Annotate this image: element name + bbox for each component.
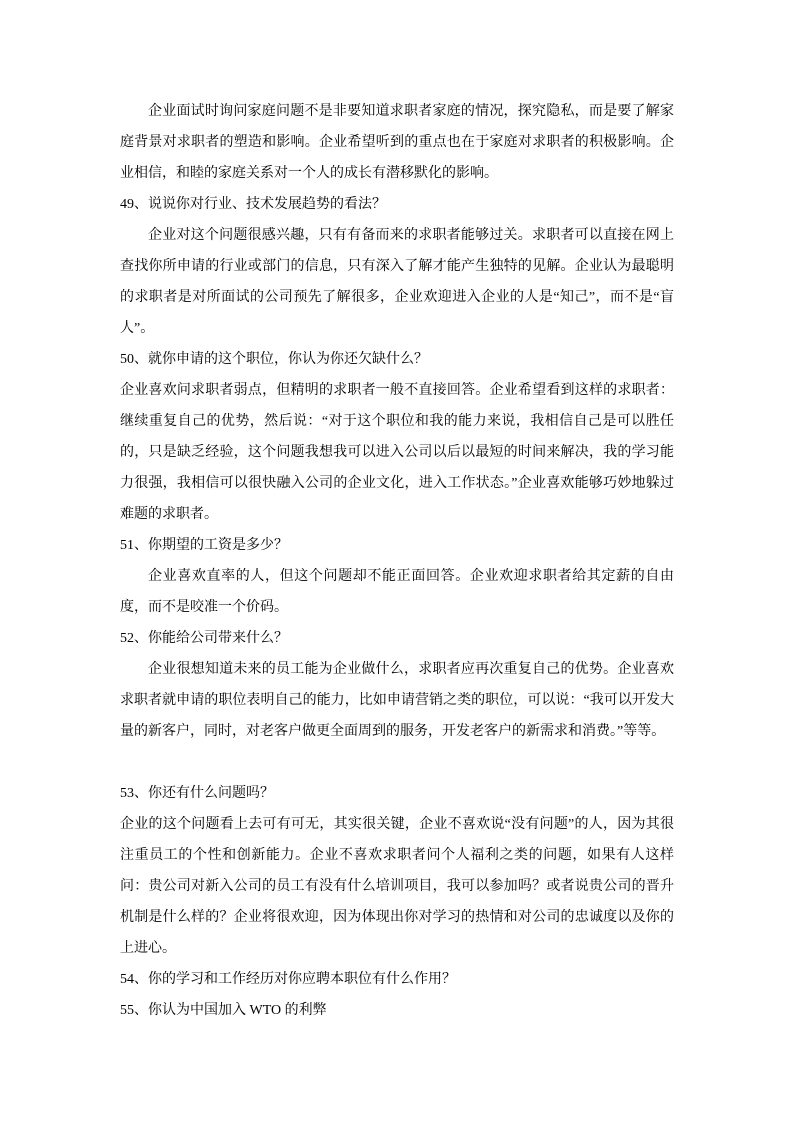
question-paragraph: 52、你能给公司带来什么？ — [120, 631, 288, 646]
blank-line — [120, 747, 674, 778]
question-paragraph: 49、说说你对行业、技术发展趋势的看法？ — [120, 197, 386, 212]
question-paragraph: 54、你的学习和工作经历对你应聘本职位有什么作用？ — [120, 972, 456, 987]
answer-paragraph: 企业很想知道未来的员工能为企业做什么，求职者应再次重复自己的优势。企业喜欢求职者就申请的职位表明自己的能力，比如申请营销之类的职位，可以说：“我可以开发大量的新客户，同时，对老客户做更全面周到的服务，开发老客户的新需求和消费。”等等。 — [120, 662, 674, 739]
question-paragraph: 55、你认为中国加入 WTO 的利弊 — [120, 1003, 327, 1018]
question-paragraph: 53、你还有什么问题吗？ — [120, 786, 274, 801]
question-paragraph: 51、你期望的工资是多少？ — [120, 538, 288, 553]
answer-paragraph: 企业喜欢问求职者弱点，但精明的求职者一般不直接回答。企业希望看到这样的求职者：继续重复自己的优势，然后说：“对于这个职位和我的能力来说，我相信自己是可以胜任的，只是缺乏经验，这个问题我想我可以进入公司以后以最短的时间来解决，我的学习能力很强，我相信可以很快融入公司的企业文化，进入工作状态。”企业喜欢能够巧妙地躲过难题的求职者。 — [120, 383, 674, 522]
answer-paragraph: 企业面试时询问家庭问题不是非要知道求职者家庭的情况，探究隐私，而是要了解家庭背景对求职者的塑造和影响。企业希望听到的重点也在于家庭对求职者的积极影响。企业相信，和睦的家庭关系对一个人的成长有潜移默化的影响。 — [120, 104, 674, 181]
answer-paragraph: 企业喜欢直率的人，但这个问题却不能正面回答。企业欢迎求职者给其定薪的自由度，而不是咬准一个价码。 — [120, 569, 674, 615]
answer-paragraph: 企业的这个问题看上去可有可无，其实很关键，企业不喜欢说“没有问题”的人，因为其很注重员工的个性和创新能力。企业不喜欢求职者问个人福利之类的问题，如果有人这样问：贵公司对新入公司的员工有没有什么培训项目，我可以参加吗？或者说贵公司的晋升机制是什么样的？企业将很欢迎，因为体现出你对学习的热情和对公司的忠诚度以及你的上进心。 — [120, 817, 674, 956]
document-body — [120, 96, 674, 1026]
answer-paragraph: 企业对这个问题很感兴趣，只有有备而来的求职者能够过关。求职者可以直接在网上查找你所申请的行业或部门的信息，只有深入了解才能产生独特的见解。企业认为最聪明的求职者是对所面试的公司预先了解很多，企业欢迎进入企业的人是“知己”，而不是“盲人”。 — [120, 228, 674, 336]
question-paragraph: 50、就你申请的这个职位，你认为你还欠缺什么？ — [120, 352, 428, 367]
